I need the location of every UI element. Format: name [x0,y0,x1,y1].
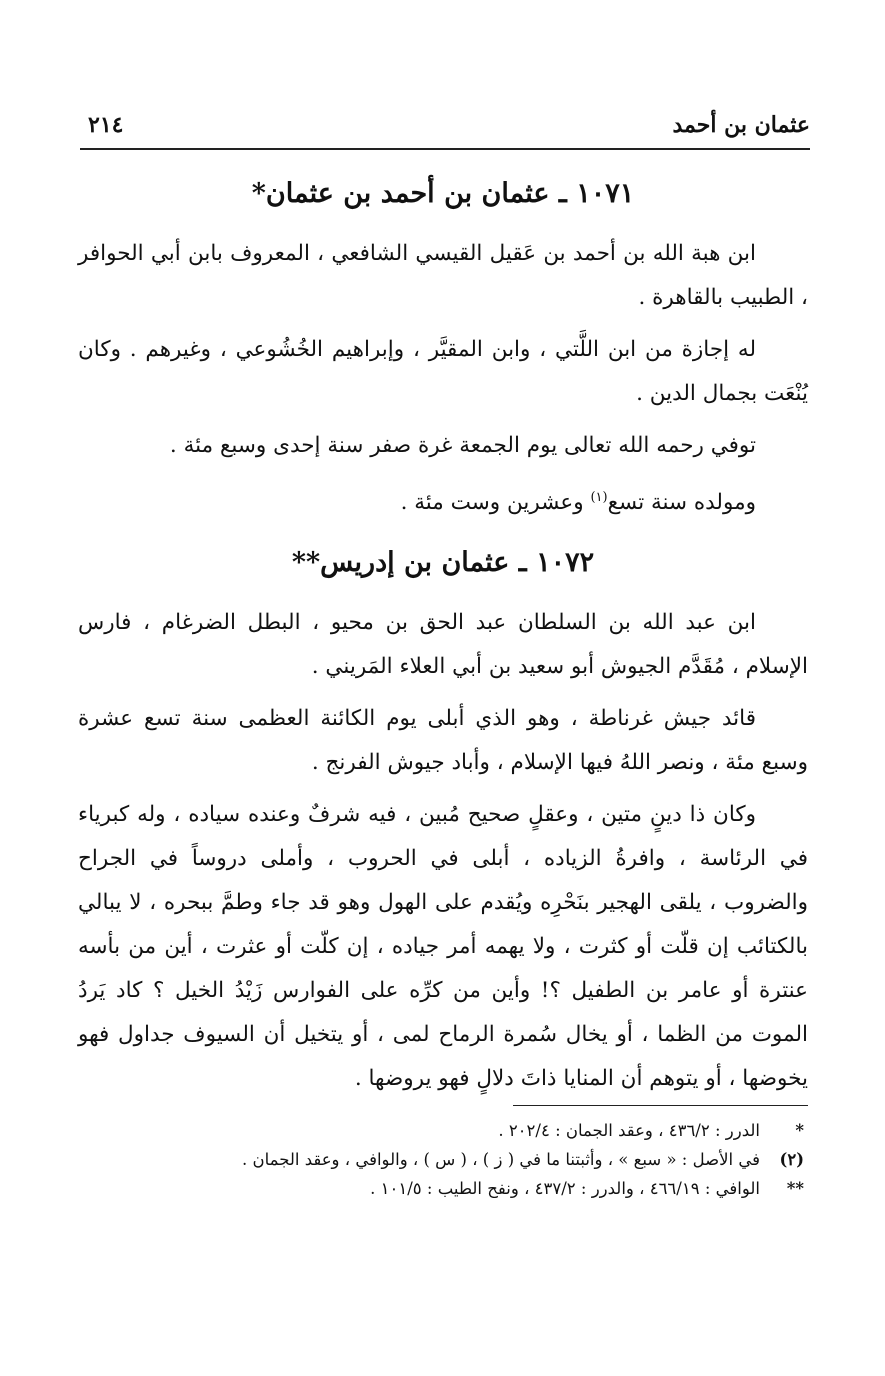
footnote-text: في الأصل : « سبع » ، وأثبتنا ما في ( ز ) ، ( س ) ، والوافي ، وعقد الجمان . [242,1150,760,1170]
main-text [78,168,808,1203]
footnote-text: الوافي : ٤٦٦/١٩ ، والدرر : ٤٣٧/٢ ، ونفح الطيب : ١٠١/٥ . [370,1179,760,1199]
entry-heading-1071: ١٠٧١ ـ عثمان بن أحمد بن عثمان* [251,178,635,209]
footnote-text: الدرر : ٤٣٦/٢ ، وعقد الجمان : ٢٠٢/٤ . [498,1121,760,1141]
footnote-ref: (١) [590,490,608,505]
entry-1071-paragraph: توفي رحمه الله تعالى يوم الجمعة غرة صفر سنة إحدى وسبع مئة . [169,433,756,458]
birth-text: ومولده سنة تسع [607,490,756,516]
entry-1071-paragraph: ابن هبة الله بن أحمد بن عَقيل القيسي الشافعي ، المعروف بابن أبي الحوافر ، الطبيب بالقاهرة . [78,241,808,310]
footnote-mark: * [795,1121,804,1141]
footnote-rule [513,1105,808,1106]
entry-heading-1072: ١٠٧٢ ـ عثمان بن إدريس** [291,547,595,579]
footnotes [78,1116,808,1203]
entry-1071-paragraph: له إجازة من ابن اللَّتي ، وابن المقيَّر ، وإبراهيم الخُشُوعي ، وغيرهم . وكان يُنْعَت بجمال الدين . [78,337,808,406]
footnote-item [78,1174,808,1203]
birth-text-cont: وعشرين وست مئة . [400,490,591,516]
header-rule [80,148,810,150]
footnote-mark: (٢) [779,1150,804,1170]
footnote-item [78,1145,808,1174]
footnote-mark: ** [786,1179,804,1199]
page-header [80,112,810,148]
page-number: ٢١٤ [88,112,124,138]
entry-1072-paragraph: قائد جيش غرناطة ، وهو الذي أبلى يوم الكائنة العظمى سنة تسع عشرة وسبع مئة ، ونصر اللهُ فيها الإسلام ، وأباد جيوش الفرنج . [78,706,808,776]
entry-1072-paragraph: ابن عبد الله بن السلطان عبد الحق بن محيو ، البطل الضرغام ، فارس الإسلام ، مُقَدَّم الجيوش أبو سعيد بن أبي العلاء المَريني . [78,610,808,680]
entry-1071-birth-paragraph [78,476,808,525]
footnote-item [78,1116,808,1145]
entry-1072-paragraph: وكان ذا دينٍ متين ، وعقلٍ صحيح مُبين ، فيه شرفٌ وعنده سياده ، وله كبرياء في الرئاسة ، وافرةُ الزياده ، أبلى في الحروب ، وأملى دروساً في الجراح والضروب ، يلقى الهجير بنَحْرِه ويُقدم على الهول وهو قد جاء وطمَّ ببحره ، لا يبالي بالكتائب إن قلّت أو كثرت ، ولا يهمه أمر جياده ، إن كلّت أو عثرت ، أين من بأسه عنترة أو عامر بن الطفيل ؟! وأين من كرِّه على الفوارس زَيْدُ الخيل ؟ كاد يَردُ الموت من الظما ، أو يخال سُمرة الرماح لمى ، أو يتخيل أن السيوف جداول فهو يخوضها ، أو يتوهم أن المنايا ذاتَ دلالٍ فهو يروضها . [78,802,808,1092]
running-title: عثمان بن أحمد [672,112,810,138]
